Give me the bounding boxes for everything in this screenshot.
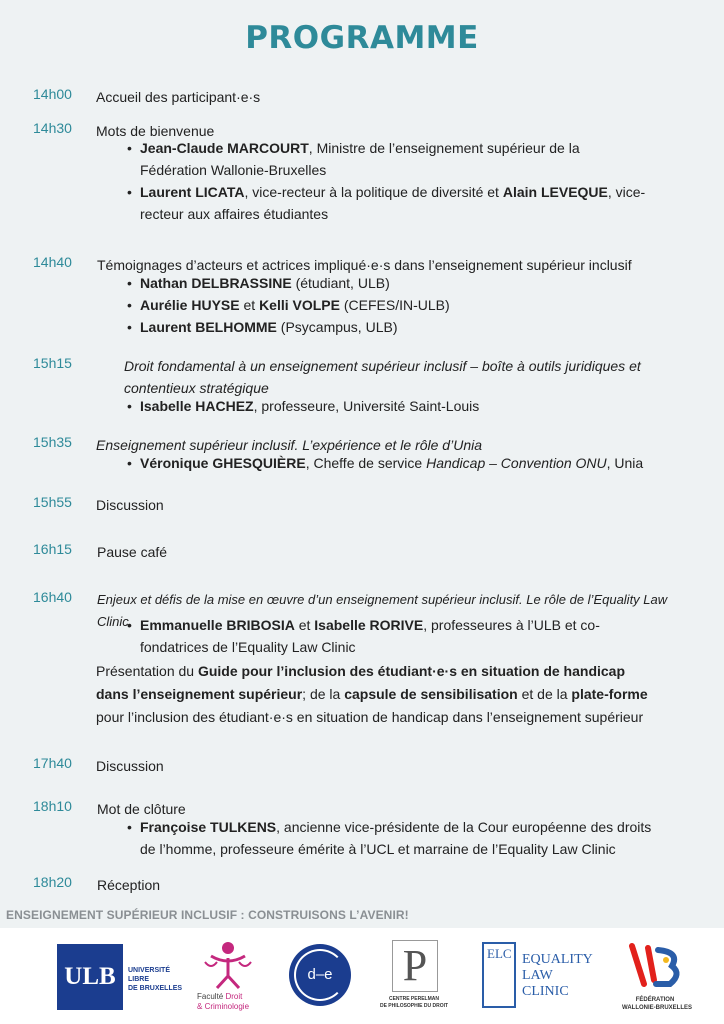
time-label: 15h55	[33, 494, 72, 510]
time-label: 16h40	[33, 589, 72, 605]
perelman-logo	[378, 940, 450, 1020]
fwb-line: FÉDÉRATION	[635, 997, 675, 1003]
list-item	[127, 614, 647, 658]
speaker-role: et	[294, 617, 315, 633]
elc-line: EQUALITY	[522, 952, 593, 967]
list-item	[127, 816, 657, 860]
speaker-name: Alain LEVEQUE	[502, 184, 608, 200]
list-item	[127, 395, 647, 417]
faculte-text	[197, 992, 249, 1012]
speaker-role: , Unia	[606, 455, 644, 471]
item-title: Réception	[97, 877, 161, 893]
item-title: Mot de clôture	[97, 801, 186, 817]
capsule-title: capsule de sensibilisation	[344, 686, 518, 702]
speaker-role: (étudiant, ULB)	[291, 275, 390, 291]
speaker-role: Handicap – Convention ONU	[426, 455, 607, 471]
ulb-logo	[57, 944, 183, 1010]
time-label: 14h00	[33, 86, 72, 102]
time-label: 17h40	[33, 755, 72, 771]
paragraph-text: Présentation du	[96, 663, 198, 679]
perelman-line: DE PHILOSOPHIE DU DROIT	[379, 1003, 449, 1009]
item-title: Droit fondamental à un enseignement supérieur inclusif – boîte à outils juridiques et contentieux stratégique	[124, 358, 641, 396]
faculte-droit-logo	[193, 938, 263, 1018]
list-item	[127, 294, 647, 316]
list-item	[127, 137, 647, 181]
speaker-role: (Psycampus, ULB)	[276, 319, 398, 335]
speaker-name: Aurélie HUYSE	[140, 297, 240, 313]
time-label: 15h35	[33, 434, 72, 450]
speaker-name: Isabelle RORIVE	[314, 617, 424, 633]
time-label: 14h30	[33, 120, 72, 136]
perelman-line: CENTRE PERELMAN	[388, 996, 439, 1002]
speaker-name: Laurent BELHOMME	[140, 319, 277, 335]
footer-tagline: ENSEIGNEMENT SUPÉRIEUR INCLUSIF : CONSTRUISONS L’AVENIR!	[6, 908, 409, 922]
time-label: 14h40	[33, 254, 72, 270]
equality-law-clinic-logo	[482, 942, 602, 1014]
speaker-name: Emmanuelle BRIBOSIA	[140, 617, 295, 633]
speaker-name: Laurent LICATA	[140, 184, 245, 200]
platform-title: plate-forme	[571, 686, 648, 702]
item-title: Enseignement supérieur inclusif. L’expérience et le rôle d’Unia	[96, 437, 482, 453]
paragraph-text: et de la	[517, 686, 572, 702]
speaker-name: Françoise TULKENS	[140, 819, 277, 835]
ulb-name	[128, 966, 182, 993]
item-title: Témoignages d’acteurs et actrices impliqué·e·s dans l’enseignement supérieur inclusif	[97, 257, 632, 273]
speaker-role: , vice-recteur à la politique de diversité et	[244, 184, 503, 200]
ulb-line: DE BRUXELLES	[128, 985, 183, 992]
speaker-name: Jean-Claude MARCOURT	[140, 140, 309, 156]
speaker-role: , Ministre de l’enseignement supérieur de la Fédération Wallonie-Bruxelles	[140, 140, 580, 178]
faculte-accent: Droit	[225, 992, 243, 1001]
presentation-paragraph	[96, 660, 656, 729]
paragraph-text: ; de la	[302, 686, 345, 702]
balance-figure-icon	[193, 938, 263, 990]
time-label: 18h10	[33, 798, 72, 814]
list-item	[127, 452, 647, 474]
item-title: Discussion	[96, 758, 164, 774]
cde-logo	[289, 944, 351, 1006]
item-title: Pause café	[97, 544, 168, 560]
faculte-accent: &	[197, 1002, 205, 1011]
item-title: Enjeux et défis de la mise en œuvre d’un enseignement supérieur inclusif. Le rôle de l’Equality Law Clinic	[97, 592, 668, 629]
elc-text	[522, 952, 593, 1000]
speaker-role: (CEFES/IN-ULB)	[339, 297, 450, 313]
fwb-text	[622, 996, 692, 1012]
faculte-line: Faculté	[197, 992, 226, 1001]
logo-bar	[0, 928, 724, 1024]
perelman-text	[378, 996, 450, 1010]
speaker-role: , professeures à l’ULB et co- fondatrices de l’Equality Law Clinic	[140, 617, 600, 655]
item-title: Accueil des participant·e·s	[96, 89, 261, 105]
list-item	[127, 272, 647, 294]
fwb-logo	[622, 940, 692, 1020]
item-title: Mots de bienvenue	[96, 123, 215, 139]
cde-mark: d–e	[307, 966, 333, 983]
paragraph-text: pour l’inclusion des étudiant·e·s en situation de handicap dans l’enseignement supérieur	[96, 709, 644, 725]
speaker-role: , ancienne vice-présidente de la Cour européenne des droits de l’homme, professeure émérite à l’UCL et marraine de l’Equality Law Clinic	[140, 819, 652, 857]
speaker-name: Kelli VOLPE	[259, 297, 340, 313]
speaker-name: Isabelle HACHEZ	[140, 398, 254, 414]
ulb-mark: ULB	[57, 944, 123, 1010]
speaker-role: , professeure, Université Saint-Louis	[253, 398, 480, 414]
elc-mark: ELC	[482, 942, 516, 1008]
fwb-line: WALLONIE-BRUXELLES	[622, 1005, 692, 1011]
speaker-role: , Cheffe de service	[305, 455, 427, 471]
guide-title: Guide pour l’inclusion des étudiant·e·s en situation de handicap dans l’enseignement supérieur	[96, 663, 626, 702]
ulb-line: UNIVERSITÉ	[128, 967, 171, 974]
time-label: 16h15	[33, 541, 72, 557]
item-title: Discussion	[96, 497, 164, 513]
list-item	[127, 316, 647, 338]
perelman-mark: P	[392, 940, 438, 992]
time-label: 15h15	[33, 355, 72, 371]
elc-line: LAW	[522, 968, 553, 983]
elc-line: CLINIC	[522, 984, 569, 999]
time-label: 18h20	[33, 874, 72, 890]
speaker-role: , vice-recteur aux affaires étudiantes	[140, 184, 646, 222]
page-title: PROGRAMME	[245, 20, 479, 56]
ulb-line: LIBRE	[128, 976, 149, 983]
speaker-role: et	[239, 297, 260, 313]
list-item	[127, 181, 647, 225]
speaker-name: Nathan DELBRASSINE	[140, 275, 292, 291]
fwb-emblem-icon	[622, 940, 688, 992]
speaker-name: Véronique GHESQUIÈRE	[140, 455, 306, 471]
faculte-accent: Criminologie	[204, 1002, 250, 1011]
